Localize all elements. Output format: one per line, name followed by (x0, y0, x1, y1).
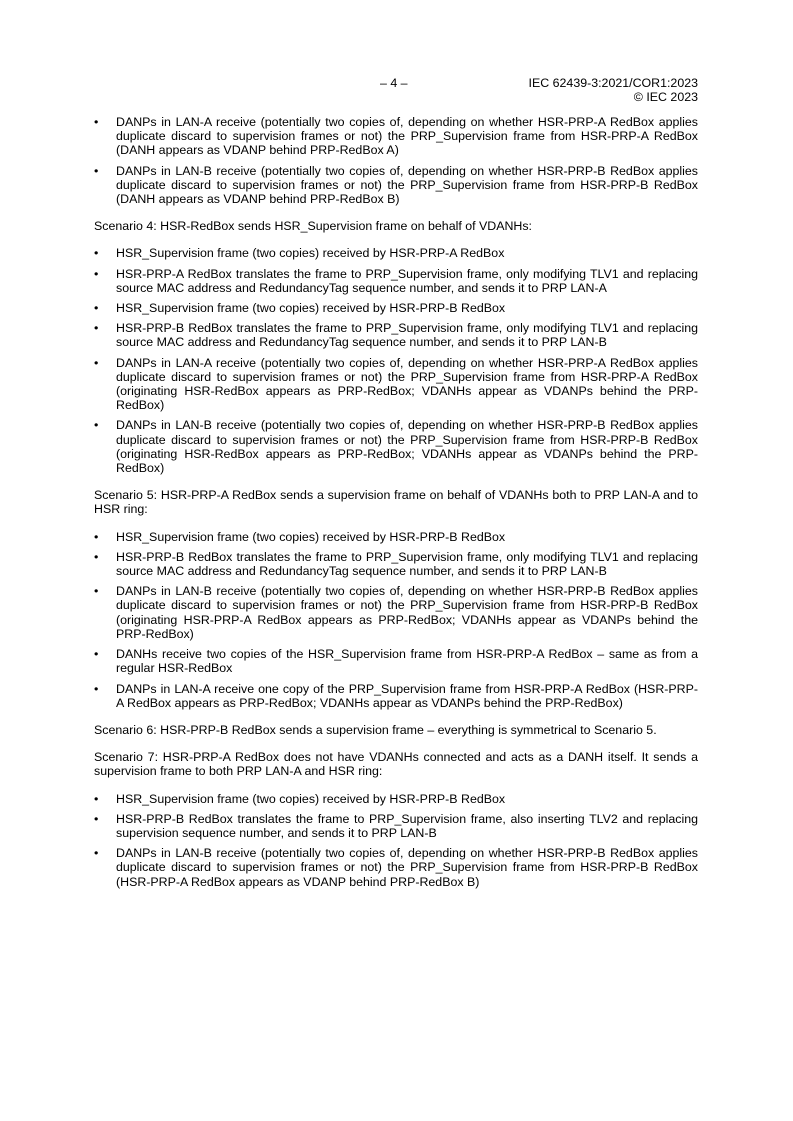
list-item: • HSR-PRP-A RedBox translates the frame to PRP_Supervision frame, only modifying TLV1 and replacing source MAC address and RedundancyTag sequence number, and sends it to PRP LAN-A (94, 267, 698, 295)
scenario-6-paragraph: Scenario 6: HSR-PRP-B RedBox sends a supervision frame – everything is symmetrical to Scenario 5. (94, 722, 657, 737)
list-item: • HSR_Supervision frame (two copies) received by HSR-PRP-A RedBox (94, 246, 698, 260)
list-item: • DANHs receive two copies of the HSR_Supervision frame from HSR-PRP-A RedBox – same as from a regular HSR-RedBox (94, 647, 698, 675)
list-item: • HSR_Supervision frame (two copies) received by HSR-PRP-B RedBox (94, 530, 698, 544)
bullet-list (94, 530, 698, 710)
copyright-notice: © IEC 2023 (633, 90, 698, 105)
list-item: • HSR-PRP-B RedBox translates the frame to PRP_Supervision frame, also inserting TLV2 and replacing supervision sequence number, and sends it to PRP LAN-B (94, 812, 698, 840)
list-item: • HSR-PRP-B RedBox translates the frame to PRP_Supervision frame, only modifying TLV1 and replacing source MAC address and RedundancyTag sequence number, and sends it to PRP LAN-B (94, 550, 698, 578)
list-item: • DANPs in LAN-A receive (potentially two copies of, depending on whether HSR-PRP-A RedBox applies duplicate discard to supervision frames or not) the PRP_Supervision frame from HSR-PRP-A RedBox (originating HSR-RedBox appears as PRP-RedBox; VDANHs appear as VDANPs behind the PRP-RedBox) (94, 356, 698, 413)
list-item: • HSR_Supervision frame (two copies) received by HSR-PRP-B RedBox (94, 792, 698, 806)
scenario-5-heading: Scenario 5: HSR-PRP-A RedBox sends a supervision frame on behalf of VDANHs both to PRP LAN-A and to HSR ring: (94, 488, 698, 517)
list-item: • DANPs in LAN-B receive (potentially two copies of, depending on whether HSR-PRP-B RedBox applies duplicate discard to supervision frames or not) the PRP_Supervision frame from HSR-PRP-B RedBox (originating HSR-RedBox appears as PRP-RedBox; VDANHs appear as VDANPs behind the PRP-RedBox) (94, 418, 698, 475)
document-identifier (529, 76, 698, 104)
list-item: • HSR-PRP-B RedBox translates the frame to PRP_Supervision frame, only modifying TLV1 and replacing source MAC address and RedundancyTag sequence number, and sends it to PRP LAN-B (94, 321, 698, 349)
list-item: • DANPs in LAN-B receive (potentially two copies of, depending on whether HSR-PRP-B RedBox applies duplicate discard to supervision frames or not) the PRP_Supervision frame from HSR-PRP-B RedBox (HSR-PRP-A RedBox appears as VDANP behind PRP-RedBox B) (94, 846, 698, 889)
scenario-4-heading: Scenario 4: HSR-RedBox sends HSR_Supervision frame on behalf of VDANHs: (94, 219, 533, 234)
list-item: • DANPs in LAN-A receive (potentially two copies of, depending on whether HSR-PRP-A RedBox applies duplicate discard to supervision frames or not) the PRP_Supervision frame from HSR-PRP-A RedBox (DANH appears as VDANP behind PRP-RedBox A) (94, 115, 698, 158)
document-number: IEC 62439-3:2021/COR1:2023 (528, 76, 698, 90)
page-header (94, 76, 698, 106)
list-item: • DANPs in LAN-B receive (potentially two copies of, depending on whether HSR-PRP-B RedBox applies duplicate discard to supervision frames or not) the PRP_Supervision frame from HSR-PRP-B RedBox (DANH appears as VDANP behind PRP-RedBox B) (94, 164, 698, 207)
bullet-list (94, 246, 698, 475)
scenario-7-heading: Scenario 7: HSR-PRP-A RedBox does not have VDANHs connected and acts as a DANH itself. It sends a supervision frame to both PRP LAN-A and HSR ring: (94, 750, 698, 779)
list-item: • DANPs in LAN-B receive (potentially two copies of, depending on whether HSR-PRP-B RedBox applies duplicate discard to supervision frames or not) the PRP_Supervision frame from HSR-PRP-B RedBox (originating HSR-PRP-A RedBox appears as PRP-RedBox; VDANHs appear as VDANPs behind the PRP-RedBox) (94, 584, 698, 641)
document-body (94, 115, 698, 902)
bullet-list (94, 115, 698, 206)
list-item: • DANPs in LAN-A receive one copy of the PRP_Supervision frame from HSR-PRP-A RedBox (HSR-PRP-A RedBox appears as PRP-RedBox; VDANHs appear as VDANPs behind the PRP-RedBox) (94, 682, 698, 710)
page-number: – 4 – (380, 76, 408, 90)
bullet-list (94, 792, 698, 889)
list-item: • HSR_Supervision frame (two copies) received by HSR-PRP-B RedBox (94, 301, 698, 315)
